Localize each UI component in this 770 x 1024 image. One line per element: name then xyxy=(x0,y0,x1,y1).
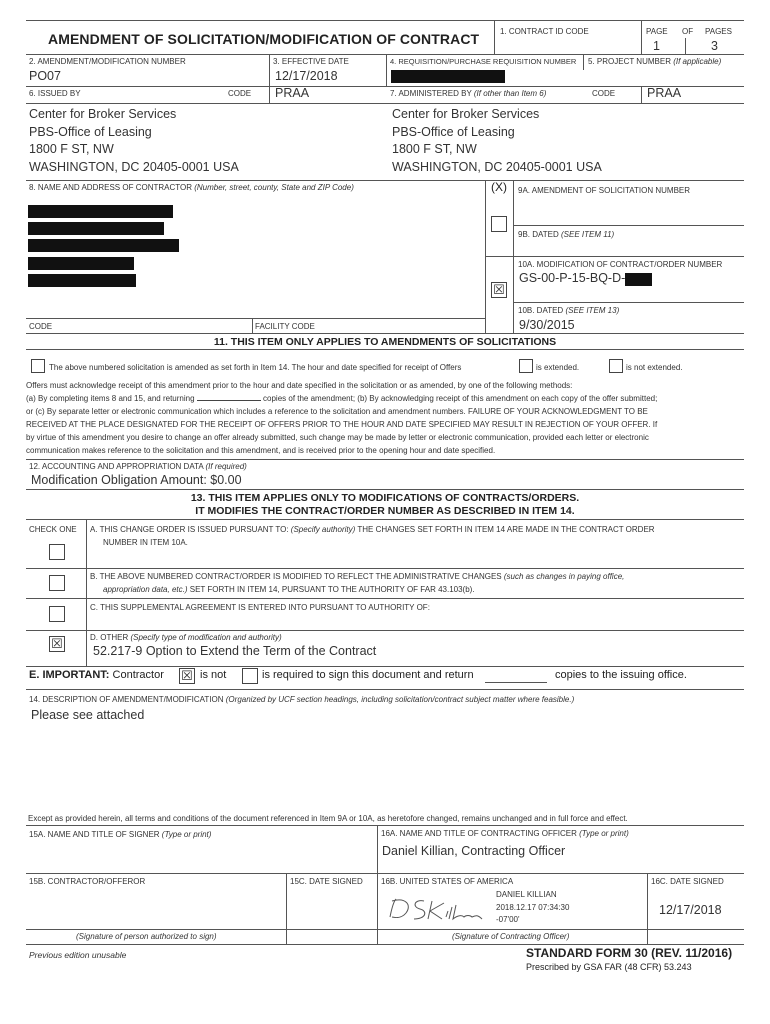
digital-signature-stamp: DANIEL KILLIAN 2018.12.17 07:34:30 -07'00' xyxy=(496,890,570,924)
item-10-checkbox[interactable]: ☒ xyxy=(491,282,507,298)
redacted-contractor-line-3 xyxy=(28,239,179,252)
amendment-number-label: 2. AMENDMENT/MODIFICATION NUMBER xyxy=(29,57,186,66)
item-14-value: Please see attached xyxy=(31,708,145,722)
is-not-checkbox[interactable]: ☒ xyxy=(179,668,195,684)
page-number: 1 xyxy=(653,39,660,53)
previous-edition-note: Previous edition unusable xyxy=(29,950,127,960)
item-16c-label: 16C. DATE SIGNED xyxy=(651,877,724,886)
item-13-heading-2: IT MODIFIES THE CONTRACT/ORDER NUMBER AS DESCRIBED IN ITEM 14. xyxy=(195,505,575,517)
item-13c-text: C. THIS SUPPLEMENTAL AGREEMENT IS ENTERED INTO PURSUANT TO AUTHORITY OF: xyxy=(90,603,430,612)
is-required-label: is required to sign this document and return xyxy=(262,669,474,681)
redacted-requisition-number xyxy=(391,70,505,83)
issued-by-label: 6. ISSUED BY xyxy=(29,89,81,98)
item-11-heading: 11. THIS ITEM ONLY APPLIES TO AMENDMENTS OF SOLICITATIONS xyxy=(213,336,557,348)
item-10b-label: 10B. DATED (SEE ITEM 13) xyxy=(518,306,620,315)
item-9b-label: 9B. DATED (SEE ITEM 11) xyxy=(518,230,615,239)
item-13a-checkbox[interactable] xyxy=(49,544,65,560)
item-16a-label: 16A. NAME AND TITLE OF CONTRACTING OFFICER (Type or print) xyxy=(381,829,629,838)
copies-label: copies to the issuing office. xyxy=(555,669,687,681)
pages-label: PAGES xyxy=(705,27,732,36)
item-13c-checkbox[interactable] xyxy=(49,606,65,622)
item-9-checkbox[interactable] xyxy=(491,216,507,232)
issuer-address: Center for Broker Services PBS-Office of Leasing 1800 F ST, NW WASHINGTON, DC 20405-0001 USA xyxy=(29,107,239,174)
project-number-label: 5. PROJECT NUMBER (If applicable) xyxy=(588,57,722,66)
amendment-number: PO07 xyxy=(29,69,61,83)
is-not-extended-checkbox[interactable] xyxy=(609,359,623,373)
terms-statement: Except as provided herein, all terms and conditions of the document referenced in Item 9A or 10A, as heretofore changed, remains unchanged and in full force and effect. xyxy=(28,814,628,823)
item-12-label: 12. ACCOUNTING AND APPROPRIATION DATA (If required) xyxy=(29,462,247,471)
is-required-checkbox[interactable] xyxy=(242,668,258,684)
admin-code-label: CODE xyxy=(592,89,616,98)
of-label: OF xyxy=(682,27,694,36)
signer-caption: (Signature of person authorized to sign) xyxy=(76,932,217,941)
form-title: AMENDMENT OF SOLICITATION/MODIFICATION OF CONTRACT xyxy=(48,31,480,47)
administered-by-label: 7. ADMINISTERED BY (If other than Item 6) xyxy=(390,89,547,98)
contractor-code-label: CODE xyxy=(29,322,53,331)
item-13b-checkbox[interactable] xyxy=(49,575,65,591)
page-label: PAGE xyxy=(646,27,668,36)
facility-code-label: FACILITY CODE xyxy=(255,322,315,331)
item-10a-value: GS-00-P-15-BQ-D- xyxy=(519,271,626,285)
item-9a-label: 9A. AMENDMENT OF SOLICITATION NUMBER xyxy=(518,186,691,195)
redacted-contractor-line-5 xyxy=(28,274,136,287)
prescribed-by: Prescribed by GSA FAR (48 CFR) 53.243 xyxy=(526,962,692,972)
item-11-solicitation-checkbox[interactable] xyxy=(31,359,45,373)
item-15b-label: 15B. CONTRACTOR/OFFEROR xyxy=(29,877,146,886)
item-12-value: Modification Obligation Amount: $0.00 xyxy=(31,473,242,487)
contracting-officer-name: Daniel Killian, Contracting Officer xyxy=(382,844,566,858)
form-number: STANDARD FORM 30 (REV. 11/2016) xyxy=(526,946,733,960)
item-10a-label: 10A. MODIFICATION OF CONTRACT/ORDER NUMBER xyxy=(518,260,723,269)
requisition-label: 4. REQUISITION/PURCHASE REQUISITION NUMBER xyxy=(390,57,577,66)
contract-id-label: 1. CONTRACT ID CODE xyxy=(500,27,589,36)
redacted-contractor-line-4 xyxy=(28,257,134,270)
item-15a-label: 15A. NAME AND TITLE OF SIGNER (Type or print) xyxy=(29,830,212,839)
officer-caption: (Signature of Contracting Officer) xyxy=(452,932,570,941)
is-not-extended-label: is not extended. xyxy=(626,363,683,372)
item-13d-value: 52.217-9 Option to Extend the Term of the Contract xyxy=(93,644,377,658)
item-13-heading-1: 13. THIS ITEM APPLIES ONLY TO MODIFICATIONS OF CONTRACTS/ORDERS. xyxy=(190,492,580,504)
officer-signature xyxy=(386,893,496,930)
check-one-label: CHECK ONE xyxy=(29,525,77,534)
important-line: E. IMPORTANT: Contractor xyxy=(29,669,164,681)
item-14-label: 14. DESCRIPTION OF AMENDMENT/MODIFICATION (Organized by UCF section headings, including solicitation/contract subject matter where feasible.) xyxy=(29,695,575,704)
item-11-paragraph: Offers must acknowledge receipt of this amendment prior to the hour and date specified in the solicitation or as amended, by one of the following methods: (a) By completing items 8 and 15, and returning copies of the amendment; (b) By acknowledging receipt of this amendment on each copy of the offer submitted; or (c) By separate letter or electronic communication which includes a reference to the solicitation and amendment numbers. FAILURE OF YOUR ACKNOWLEDGMENT TO BE RECEIVED AT THE PLACE DESIGNATED FOR THE RECEIPT OF OFFERS PRIOR TO THE HOUR AND DATE SPECIFIED MAY RESULT IN REJECTION OF YOUR OFFER. If by virtue of this amendment you desire to change an offer already submitted, such change may be made by letter or electronic communication, provided each letter or electronic communication makes reference to the solicitation and this amendment, and is received prior to the opening hour and date specified. xyxy=(26,381,658,455)
admin-code: PRAA xyxy=(647,86,682,100)
item-10b-value: 9/30/2015 xyxy=(519,318,575,332)
issued-code: PRAA xyxy=(275,86,310,100)
x-column-header: (X) xyxy=(491,180,507,194)
is-extended-label: is extended. xyxy=(536,363,580,372)
item-13d-label: D. OTHER (Specify type of modification and authority) xyxy=(90,633,282,642)
item-13d-checkbox[interactable]: ☒ xyxy=(49,636,65,652)
item-11-line-1: The above numbered solicitation is amended as set forth in Item 14. The hour and date specified for receipt of Offers xyxy=(49,363,462,372)
item-13b-text: B. THE ABOVE NUMBERED CONTRACT/ORDER IS MODIFIED TO REFLECT THE ADMINISTRATIVE CHANGES (such as changes in paying office, appropriation data, etc.) SET FORTH IN ITEM 14, PURSUANT TO THE AUTHORITY OF FAR 43.103(b). xyxy=(90,572,625,594)
contractor-label: 8. NAME AND ADDRESS OF CONTRACTOR (Number, street, county, State and ZIP Code) xyxy=(29,183,354,192)
redacted-contractor-line-1 xyxy=(28,205,173,218)
item-15c-label: 15C. DATE SIGNED xyxy=(290,877,363,886)
is-not-label: is not xyxy=(200,669,227,681)
item-16b-label: 16B. UNITED STATES OF AMERICA xyxy=(381,877,514,886)
issued-code-label: CODE xyxy=(228,89,252,98)
pages-count: 3 xyxy=(711,39,718,53)
redacted-contract-suffix xyxy=(625,273,652,286)
redacted-contractor-line-2 xyxy=(28,222,164,235)
administrator-address: Center for Broker Services PBS-Office of Leasing 1800 F ST, NW WASHINGTON, DC 20405-0001 USA xyxy=(392,107,602,174)
date-signed-16c: 12/17/2018 xyxy=(659,903,722,917)
is-extended-checkbox[interactable] xyxy=(519,359,533,373)
effective-date: 12/17/2018 xyxy=(275,69,338,83)
effective-date-label: 3. EFFECTIVE DATE xyxy=(273,57,349,66)
item-13a-text: A. THIS CHANGE ORDER IS ISSUED PURSUANT TO: (Specify authority) THE CHANGES SET FORTH IN ITEM 14 ARE MADE IN THE CONTRACT ORDER NUMBER IN ITEM 10A. xyxy=(90,525,655,547)
